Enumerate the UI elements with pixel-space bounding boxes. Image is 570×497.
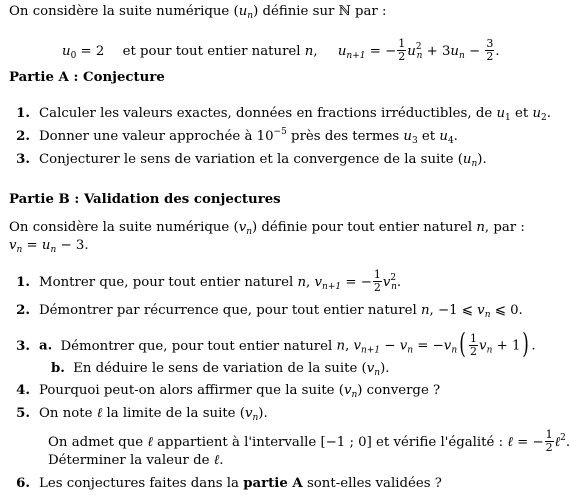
sub-n: n xyxy=(484,310,491,320)
sub-n: n xyxy=(351,390,358,400)
minus: − xyxy=(464,44,485,59)
sub: 2 xyxy=(541,113,547,123)
sub-n: n xyxy=(50,245,57,255)
item-text: Montrer que, pour tout entier naturel xyxy=(39,275,298,290)
item-number: 1. xyxy=(16,106,30,121)
var-v: v xyxy=(443,338,452,354)
item-text: Les conjectures faites dans la xyxy=(39,476,244,491)
sub-n: n xyxy=(451,345,458,356)
item-text: On note xyxy=(39,406,97,421)
sub-n: n xyxy=(486,345,493,356)
var-v: v xyxy=(382,275,391,290)
term-u: u xyxy=(450,44,459,59)
period: ). xyxy=(258,406,268,421)
var-ell: ℓ xyxy=(147,435,153,450)
frac-num: 1 xyxy=(373,268,381,281)
partB-intro xyxy=(9,220,525,236)
var-v: v xyxy=(479,338,487,354)
inequality-end: ⩽ 0. xyxy=(490,303,523,318)
var-u: u xyxy=(238,4,248,19)
item-text: Déterminer la valeur de xyxy=(48,453,214,468)
sub-n: n xyxy=(416,51,423,61)
et: et xyxy=(510,106,533,121)
var-v: v xyxy=(399,338,408,354)
frac-num: 1 xyxy=(545,428,553,441)
item-number: 2. xyxy=(16,129,30,144)
sub: 4 xyxy=(447,136,454,146)
comma: , xyxy=(313,44,318,59)
fraction-half xyxy=(397,38,406,63)
item-text: Donner une valeur approchée à 10 xyxy=(39,129,274,144)
sub: 1 xyxy=(505,113,511,123)
sub-n: n xyxy=(459,51,465,61)
partA-item-2 xyxy=(0,129,458,145)
fraction-half xyxy=(373,269,382,294)
exponent: −5 xyxy=(273,127,287,137)
sub: 3 xyxy=(411,136,418,146)
period: . xyxy=(495,44,500,59)
item-bold-ref: partie A xyxy=(243,476,303,491)
partB-item-4 xyxy=(0,383,440,399)
period: . xyxy=(565,435,570,450)
plus-three: + 3 xyxy=(422,44,451,59)
item-number: 1. xyxy=(16,275,30,290)
var-v: v xyxy=(9,238,17,253)
fraction-half xyxy=(545,429,554,454)
partB-definition xyxy=(9,238,89,254)
definition-line xyxy=(62,39,500,64)
sub-n: n xyxy=(407,345,414,356)
comma: , xyxy=(345,338,354,354)
exp-2: 2 xyxy=(560,433,566,443)
frac-den: 2 xyxy=(470,344,478,358)
var-v: v xyxy=(353,338,362,354)
item-text: Démontrer que, pour tout entier naturel xyxy=(60,338,337,354)
partA-item-1 xyxy=(0,106,551,122)
intro-text: ) définie pour tout entier naturel xyxy=(252,220,477,235)
period: . xyxy=(396,275,402,290)
partB-item-3b xyxy=(51,361,389,377)
intro-text: On considère la suite numérique ( xyxy=(9,220,239,235)
item-text: appartient à l'intervalle [−1 ; 0] et vérifie l'égalité : xyxy=(152,435,508,450)
plus-one: + 1 xyxy=(492,338,521,354)
item-number: 4. xyxy=(16,383,30,398)
period: . xyxy=(453,129,458,144)
minus: − xyxy=(380,338,400,354)
fraction-three-halves xyxy=(485,38,494,63)
sub-n: n xyxy=(252,413,259,423)
sub-n1: n+1 xyxy=(322,282,342,292)
partA-item-3 xyxy=(0,152,487,168)
item-text-end: sont-elles validées ? xyxy=(302,476,442,491)
partB-item-3a xyxy=(0,327,536,360)
frac-den: 2 xyxy=(545,441,553,454)
period: ). xyxy=(477,152,487,167)
equals-minus: = − xyxy=(365,44,397,59)
sub-n: n xyxy=(391,282,397,292)
u0-value: = 2 xyxy=(76,44,105,59)
var-ell: ℓ xyxy=(554,435,561,450)
var-n: n xyxy=(297,275,307,290)
intro-text: On considère la suite numérique ( xyxy=(9,4,239,19)
var-u: u xyxy=(41,238,51,253)
item-text: la limite de la suite ( xyxy=(102,406,245,421)
partB-item-6 xyxy=(0,476,442,492)
frac-den: 2 xyxy=(373,281,381,294)
var-v: v xyxy=(314,275,323,290)
item-text: près des termes xyxy=(286,129,404,144)
equals-minus: = − xyxy=(413,338,444,354)
fraction-half xyxy=(469,333,478,358)
et: et xyxy=(417,129,440,144)
frac-num: 1 xyxy=(398,37,406,50)
frac-num: 3 xyxy=(486,37,494,50)
exp-2: 2 xyxy=(415,42,422,52)
sub-n: n xyxy=(247,11,254,21)
var-n: n xyxy=(336,338,346,354)
var-ell: ℓ xyxy=(96,406,103,421)
var-v: v xyxy=(366,361,375,376)
partB-title: Partie B : Validation des conjectures xyxy=(9,192,281,207)
intro-line xyxy=(9,4,387,20)
sub-item-label: a. xyxy=(39,338,53,354)
right-paren: ) xyxy=(522,327,530,360)
var-n: n xyxy=(304,44,314,59)
frac-den: 2 xyxy=(398,50,406,63)
partB-item-1 xyxy=(0,270,401,295)
partB-item-2 xyxy=(0,303,523,319)
item-text: En déduire le sens de variation de la suite ( xyxy=(73,361,367,376)
intro-text-end: , par : xyxy=(484,220,525,235)
frac-den: 2 xyxy=(486,50,494,63)
intro-text-end: ) définie sur ℕ par : xyxy=(253,4,387,19)
item-text-end: ) converge ? xyxy=(357,383,441,398)
equals-minus: = − xyxy=(512,435,544,450)
sub-n: n xyxy=(374,368,381,378)
var-u: u xyxy=(462,152,472,167)
item-number: 5. xyxy=(16,406,30,421)
var-v: v xyxy=(343,383,352,398)
sub-n1: n+1 xyxy=(361,345,381,356)
comma: , xyxy=(306,275,315,290)
left-paren: ( xyxy=(459,327,466,360)
var-u: u xyxy=(532,106,542,121)
sub-n: n xyxy=(16,245,23,255)
item-number: 3. xyxy=(16,338,30,354)
sub-item-label: b. xyxy=(51,361,65,376)
u0-sub: 0 xyxy=(70,51,77,61)
frac-num: 1 xyxy=(470,331,478,345)
u0-var: u xyxy=(62,44,71,59)
var-ell: ℓ xyxy=(507,435,513,450)
var-u: u xyxy=(496,106,506,121)
equals: = xyxy=(22,238,42,253)
var-u: u xyxy=(403,129,412,144)
var-v: v xyxy=(477,303,485,318)
item-text: On admet que xyxy=(48,435,148,450)
period: . xyxy=(219,453,224,468)
var-ell: ℓ xyxy=(213,453,220,468)
un1-var: u xyxy=(337,44,347,59)
partB-item-5 xyxy=(0,406,268,422)
var-n: n xyxy=(420,303,430,318)
equals-minus: = − xyxy=(341,275,372,290)
var-v: v xyxy=(244,406,253,421)
item-text: Conjecturer le sens de variation et la convergence de la suite ( xyxy=(39,152,463,167)
item-text: Démontrer par récurrence que, pour tout entier naturel xyxy=(39,303,421,318)
sub-n: n xyxy=(246,227,252,237)
var-n: n xyxy=(476,220,485,235)
var-v: v xyxy=(238,220,247,235)
var-u: u xyxy=(439,129,448,144)
partB-item-5-determine xyxy=(48,453,223,469)
sub-n: n xyxy=(471,159,478,169)
item-number: 2. xyxy=(16,303,30,318)
term-u: u xyxy=(407,44,416,59)
minus-three: − 3. xyxy=(56,238,89,253)
definition-middle: et pour tout entier naturel xyxy=(122,44,301,59)
period: ). xyxy=(380,361,390,376)
item-number: 3. xyxy=(16,152,30,167)
partB-item-5-admet xyxy=(48,430,570,455)
item-text: Pourquoi peut-on alors affirmer que la suite ( xyxy=(39,383,344,398)
period: . xyxy=(531,338,536,354)
inequality: , −1 ⩽ xyxy=(429,303,478,318)
un1-sub: n+1 xyxy=(346,51,366,61)
period: . xyxy=(546,106,551,121)
item-number: 6. xyxy=(16,476,30,491)
partA-title: Partie A : Conjecture xyxy=(9,70,165,85)
exp-2: 2 xyxy=(390,273,397,283)
item-text: Calculer les valeurs exactes, données en fractions irréductibles, de xyxy=(39,106,497,121)
